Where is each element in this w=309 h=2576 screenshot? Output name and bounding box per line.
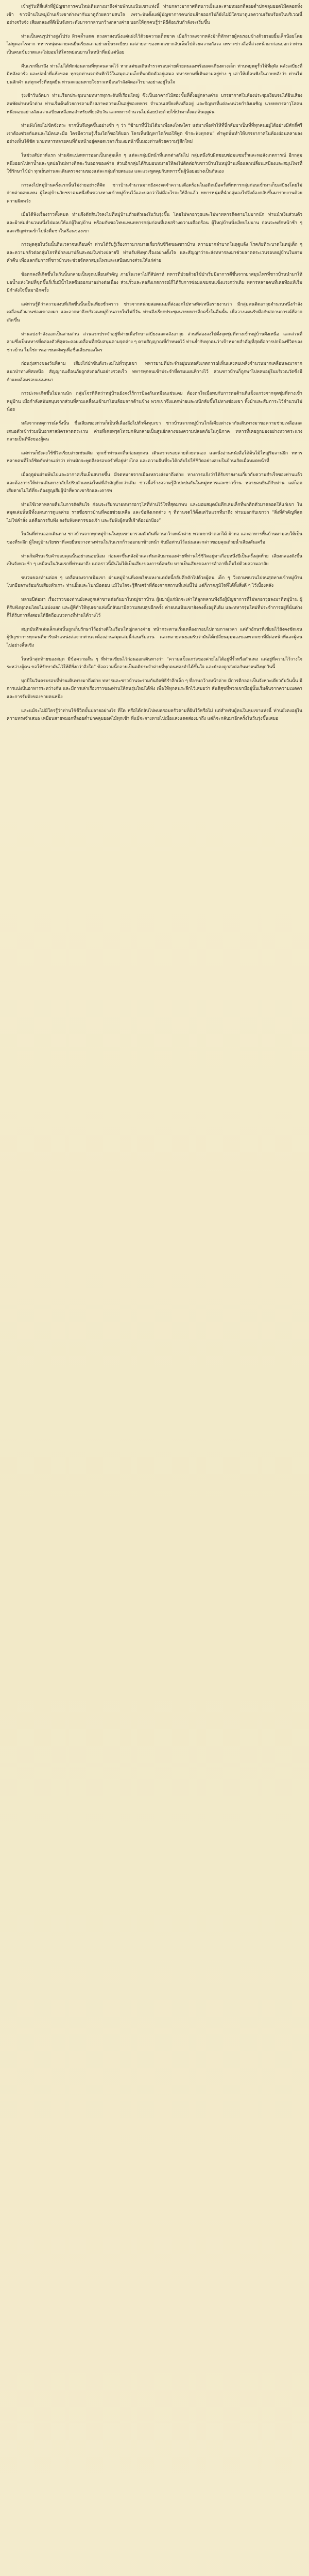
article-paragraph: ก่อนรุ่งสางของวันที่สาม เสียงไก่ป่าขันดังระงมไปทั่วหุบเขา ทหารยามที่ประจำอยู่บนหอสังเกตการณ์เห็นแสงคบเพลิงจำนวนมากเคลื่อนลงมาจากแนวป่าทางทิศเหนือ สัญญาณเตือนภัยถูกส่งต่อกันอย่างรวดเร็ว ทหารทุกคนเข้าประจำที่ตามแผนที่วางไว้ ส่วนชาวบ้านก็ถูกพาไปหลบอยู่ในบริเวณวัดซึ่งมีกำแพงล้อมรอบแน่นหนา [7, 361, 302, 383]
article-paragraph: ขบวนของท่านค่อย ๆ เคลื่อนลงจากเนินเขา ผ่านหมู่บ้านที่เคยเงียบเหงาแต่บัดนี้กลับคึกคักไปด้วยผู้คน เด็ก ๆ วิ่งตามขบวนไปจนสุดทางเข้าหมู่บ้าน โบกมือลาพร้อมกับเสียงหัวเราะ ท่านยิ้มและโบกมือตอบ แม้ในใจจะรู้สึกเศร้าที่ต้องจากสถานที่แห่งนี้ไป แต่ก็ภาคภูมิใจที่ได้ทิ้งสิ่งดี ๆ ไว้เบื้องหลัง [7, 575, 302, 589]
article-paragraph: คืนแรกที่มาถึง ท่านไม่ได้พักผ่อนตามที่ทุกคนคาดไว้ หากแต่ขอเดินสำรวจรอบค่ายด้วยตนเองพร้อมตะเกียงดวงเล็ก ท่านหยุดดูรั้วไม้ที่ผุพัง คลังเสบียงที่มีหลังคารั่ว และบ่อน้ำที่แห้งขอด ทุกจุดท่านจดบันทึกไว้ในสมุดเล่มเล็กที่พกติดตัวอยู่เสมอ ทหารยามที่เดินตามอยู่ห่าง ๆ เล่าให้เพื่อนฟังในภายหลังว่า ท่านไม่บ่นสักคำ แต่ทุกครั้งที่หยุดยืน ท่านจะถอนหายใจยาวเหมือนกำลังคิดอะไรบางอย่างอยู่ในใจ [7, 63, 302, 85]
article-paragraph: ทุกปีในวันครบรอบที่ท่านเดินทางมาถึงค่าย ทหารและชาวบ้านจะร่วมกันจัดพิธีรำลึกเล็ก ๆ ที่ลานกว้างหน้าค่าย มีการตีกลองเป็นจังหวะเดียวกับวันนั้น มีการแบ่งปันอาหารระหว่างกัน และมีการเล่าเรื่องราวของท่านให้คนรุ่นใหม่ได้ฟัง เพื่อให้ทุกคนระลึกไว้เสมอว่า สันติสุขที่พวกเขามีอยู่นั้นเริ่มต้นจากความเมตตาและการรับฟังของชายคนหนึ่ง [7, 678, 302, 700]
article-paragraph: เมื่อได้ฟังเรื่องราวทั้งหมด ท่านจึงตัดสินใจลงไปที่หมู่บ้านด้วยตัวเองในวันรุ่งขึ้น โดยไม่พกอาวุธและไม่พาทหารติดตามไปมากนัก ท่านนำเงินส่วนตัวและผ้าห่มจำนวนหนึ่งไปมอบให้แก่ผู้ใหญ่บ้าน พร้อมกับขอโทษแทนทหารกลุ่มก่อนที่เคยสร้างความเดือดร้อน ผู้ใหญ่บ้านนิ่งเงียบไปนาน ก่อนจะพยักหน้าช้า ๆ และเชิญท่านเข้าไปนั่งดื่มชาในเรือนของเขา [7, 212, 302, 234]
article-paragraph: ในวันที่ท่านออกเดินทาง ชาวบ้านจากทุกหมู่บ้านในหุบเขามารวมตัวกันที่ลานกว้างหน้าค่าย พวกเขานำดอกไม้ ผ้าทอ และอาหารพื้นบ้านมามอบให้เป็นของที่ระลึก ผู้ใหญ่บ้านวัยชราที่เคยยืนขวางทางท่านในวันแรกก้าวออกมาข้างหน้า จับมือท่านไว้แน่นและกล่าวขอบคุณด้วยน้ำเสียงสั่นเครือ [7, 532, 302, 546]
article-paragraph: เมื่อฤดูฝนผ่านพ้นไปและอากาศเริ่มเย็นสบายขึ้น มีจดหมายจากเมืองหลวงส่งมาถึงค่าย ทางการแจ้งว่าได้รับรายงานเกี่ยวกับความสำเร็จของท่านแล้ว และต้องการให้ท่านเดินทางกลับไปรับตำแหน่งใหม่ที่สำคัญยิ่งกว่าเดิม ข่าวนี้สร้างความรู้สึกปะปนกันในหมู่ทหารและชาวบ้าน หลายคนยินดีกับท่าน แต่ก็อดเสียดายไม่ได้ที่จะต้องสูญเสียผู้นำที่พวกเขารักและเคารพ [7, 472, 302, 494]
article-paragraph: ท่านเป็นคนรูปร่างสูงโปร่ง ผิวคล้ำแดด ดวงตาสงบนิ่งแต่แฝงไว้ด้วยความเด็ดขาด เมื่อก้าวลงจากหลังม้าก็ทักทายผู้คนรอบข้างด้วยรอยยิ้มเล็กน้อยโดยไม่พูดอะไรมาก ทหารหนุ่มหลายคนยืนเรียงแถวอย่างเป็นระเบียบ แต่สายตาของพวกเขากลับเต็มไปด้วยความกังวล เพราะข่าวลือที่ล่วงหน้ามาก่อนบอกว่าท่านเป็นคนเข้มงวดและไม่ยอมให้ใครหย่อนยานในหน้าที่แม้แต่น้อย [7, 33, 302, 55]
article-paragraph: การลงไปหมู่บ้านครั้งแรกนั้นไม่ง่ายอย่างที่คิด ชาวบ้านจำนวนมากยังคงจดจำความเดือดร้อนในอดีตเมื่อครั้งที่ทหารกลุ่มก่อนเข้ามาเก็บเสบียงโดยไม่จ่ายค่าตอบแทน ผู้ใหญ่บ้านวัยชราคนหนึ่งยืนขวางทางเข้าหมู่บ้านไว้และบอกว่าไม่มีอะไรจะให้อีกแล้ว ทหารหนุ่มที่นำกลุ่มลงไปจึงต้องกลับขึ้นมารายงานด้วยความผิดหวัง [7, 182, 302, 204]
article-paragraph: ท่านแบ่งกำลังออกเป็นสามส่วน ส่วนแรกประจำอยู่ที่ค่ายเพื่อรักษาเสบียงและคลังอาวุธ ส่วนที่สองลงไปตั้งจุดซุ่มที่ทางเข้าหมู่บ้านฝั่งเหนือ และส่วนที่สามซึ่งเป็นทหารที่คล่องตัวที่สุดจะคอยเคลื่อนที่สนับสนุนตามจุดต่าง ๆ ตามสัญญาณที่กำหนดไว้ ท่านย้ำกับทุกคนว่าเป้าหมายสำคัญที่สุดคือการปกป้องชีวิตของชาวบ้าน ไม่ใช่การเอาชนะศัตรูเพื่อชื่อเสียงของใคร [7, 331, 302, 353]
article-paragraph: ท่านฟังโดยไม่ขัดจังหวะ จากนั้นจึงพูดขึ้นอย่างช้า ๆ ว่า “ข้ามาที่นี่ไม่ได้มาเพื่อลงโทษใคร แต่มาเพื่อทำให้ที่นี่กลับมาเป็นที่ที่ทุกคนอยู่ได้อย่างมีศักดิ์ศรี เราต้องช่วยกันคนละไม้คนละมือ ใครมีความรู้เรื่องใดก็ขอให้บอก ใครเห็นปัญหาใดก็ขอให้พูด ข้าจะฟังทุกคน” คำพูดนั้นทำให้บรรยากาศในห้องผ่อนคลายลงอย่างเห็นได้ชัด นายทหารหลายคนที่ก้มหน้าอยู่ตลอดเวลาเริ่มเงยหน้าขึ้นมองท่านด้วยความรู้สึกใหม่ [7, 123, 302, 145]
article-paragraph: ข้อตกลงที่เกิดขึ้นในวันนั้นกลายเป็นจุดเปลี่ยนสำคัญ ภายในเวลาไม่กี่สัปดาห์ ทหารที่ป่วยด้วยไข้ป่าเริ่มมีอาการดีขึ้นจากยาสมุนไพรที่ชาวบ้านนำมาให้ บ่อน้ำแห่งใหม่ที่ขุดขึ้นก็เริ่มมีน้ำไหลซึมออกมาอย่างต่อเนื่อง ส่วนรั้วและหอสังเกตการณ์ก็ได้รับการซ่อมแซมจนแข็งแรงกว่าเดิม ทหารหลายคนที่เคยท้อแท้เริ่มมีกำลังใจขึ้นมาอีกครั้ง [7, 272, 302, 294]
article-paragraph: เข้าสู่วันที่สี่แล้วที่ผู้บัญชาการคนใหม่เดินทางมาถึงค่ายพักบนเนินเขาแห่งนี้ ท่ามกลางอากาศที่หนาวเย็นและสายหมอกที่ลอยต่ำปกคลุมยอดไม้ตลอดทั้งเช้า ชาวบ้านในหมู่บ้านเชิงเขาต่างพากันมาดูด้วยความสนใจ เพราะนับตั้งแต่ผู้บัญชาการคนก่อนย้ายออกไปก็ยังไม่มีใครมาดูแลความเรียบร้อยในบริเวณนี้อย่างจริงจัง เสียงกลองที่ตีเป็นจังหวะดังมาจากลานกว้างกลางค่าย บอกให้ทุกคนรู้ว่าพิธีต้อนรับกำลังจะเริ่มขึ้น [7, 4, 302, 26]
article-paragraph: หลายปีต่อมา เรื่องราวของท่านยังคงถูกเล่าขานต่อกันมาในหมู่ชาวบ้าน ผู้เฒ่าผู้แก่มักจะเล่าให้ลูกหลานฟังถึงผู้บัญชาการที่ไม่พกอาวุธลงมาที่หมู่บ้าน ผู้ที่รับฟังทุกคนโดยไม่แบ่งแยก และผู้ที่ทำให้หุบเขาแห่งนี้กลับมามีความสงบสุขอีกครั้ง ค่ายบนเนินเขายังคงตั้งอยู่ที่เดิม และทหารรุ่นใหม่ที่ประจำการอยู่ที่นั่นต่างก็ได้รับการสั่งสอนให้ยึดถือแนวทางที่ท่านได้วางไว้ [7, 597, 302, 619]
article-paragraph: รุ่งเช้าวันถัดมา ท่านเรียกประชุมนายทหารทุกระดับที่เรือนใหญ่ ซึ่งเป็นอาคารไม้สองชั้นที่ตั้งอยู่กลางค่าย บรรยากาศในห้องประชุมเงียบจนได้ยินเสียงลมพัดผ่านหน้าต่าง ท่านเริ่มต้นด้วยการถามถึงสภาพความเป็นอยู่ของทหาร จำนวนเสบียงที่เหลืออยู่ และปัญหาที่แต่ละหน่วยกำลังเผชิญ นายทหารอาวุโสคนหนึ่งตอบอย่างลังเลว่าเสบียงเหลือพอสำหรับเพียงสิบวัน และทหารจำนวนไม่น้อยป่วยด้วยไข้ป่ามาตั้งแต่ต้นฤดูฝน [7, 93, 302, 115]
article-paragraph: การพูดคุยในวันนั้นกินเวลาจนเกือบค่ำ ท่านได้รับรู้เรื่องราวมากมายเกี่ยวกับชีวิตของชาวบ้าน ความยากลำบากในฤดูแล้ง โรคภัยที่ระบาดในหมู่เด็ก ๆ และความกลัวต่อกลุ่มโจรที่มักลงมาปล้นสะดมในช่วงปลายปี ท่านรับฟังทุกเรื่องอย่างตั้งใจ และสัญญาว่าจะส่งทหารลงมาช่วยลาดตระเวนรอบหมู่บ้านในยามค่ำคืน เพื่อแลกกับการที่ชาวบ้านจะช่วยจัดหาสมุนไพรและเสบียงบางส่วนให้แก่ค่าย [7, 242, 302, 264]
article-paragraph: ท่านใช้เวลาหลายคืนในการตัดสินใจ ก่อนจะเรียกนายทหารอาวุโสที่ท่านไว้ใจที่สุดมาพบ และมอบสมุดบันทึกเล่มเล็กที่พกติดตัวมาตลอดให้แก่เขา ในสมุดเล่มนั้นมีทั้งแผนการดูแลค่าย รายชื่อชาวบ้านที่คอยช่วยเหลือ และข้อสังเกตต่าง ๆ ที่ท่านจดไว้ตั้งแต่วันแรกที่มาถึง ท่านบอกกับเขาว่า “สิ่งที่สำคัญที่สุดไม่ใช่คำสั่ง แต่คือการรับฟัง จงรับฟังทหารของเจ้า และรับฟังผู้คนที่เจ้าต้องปกป้อง” [7, 502, 302, 523]
article-paragraph: และแม้จะไม่มีใครรู้ว่าท่านใช้ชีวิตบั้นปลายอย่างไร ที่ใด หรือได้กลับไปพบครอบครัวตามที่ฝันไว้หรือไม่ แต่สำหรับผู้คนในหุบเขาแห่งนี้ ท่านยังคงอยู่ในความทรงจำเสมอ เหมือนสายหมอกที่ลอยต่ำปกคลุมยอดไม้ทุกเช้า ที่แม้จะจางหายไปเมื่อแสงแดดส่องมาถึง แต่ก็จะกลับมาอีกครั้งในวันรุ่งขึ้นเสมอ [7, 708, 302, 722]
article-body [7, 3, 302, 723]
article-paragraph: แต่ท่านก็ยังคงใช้ชีวิตเรียบง่ายเช่นเดิม ทุกเช้าท่านจะตื่นก่อนทุกคน เดินตรวจรอบค่ายด้วยตนเอง และนั่งอ่านหนังสือใต้ต้นไม้ใหญ่ริมลานฝึก ทหารหลายคนที่ใกล้ชิดกับท่านเล่าว่า ท่านมักจะพูดถึงครอบครัวที่อยู่ห่างไกล และความฝันที่จะได้กลับไปใช้ชีวิตอย่างสงบในบ้านเกิดเมื่อหมดหน้าที่ [7, 450, 302, 464]
article-paragraph: สมุดบันทึกเล่มเล็กเล่มนั้นถูกเก็บรักษาไว้อย่างดีในเรือนใหญ่กลางค่าย หน้ากระดาษเริ่มเหลืองกรอบไปตามกาลเวลา แต่ตัวอักษรที่เขียนไว้ยังคงชัดเจน ผู้บัญชาการทุกคนที่มารับตำแหน่งต่อจากท่านจะต้องอ่านสมุดเล่มนี้ก่อนเริ่มงาน และหลายคนยอมรับว่ามันได้เปลี่ยนมุมมองของพวกเขาที่มีต่อหน้าที่และผู้คนไปอย่างสิ้นเชิง [7, 626, 302, 648]
article-paragraph: หลังจากเหตุการณ์ครั้งนั้น ชื่อเสียงของท่านก็เป็นที่เลื่องลือไปทั่วทั้งหุบเขา ชาวบ้านจากหมู่บ้านใกล้เคียงต่างพากันเดินทางมาขอความช่วยเหลือและเสนอตัวเข้าร่วมเป็นอาสาสมัครลาดตระเวน ค่ายที่เคยทรุดโทรมกลับกลายเป็นศูนย์กลางของความปลอดภัยในภูมิภาค ทหารที่เคยถูกมองอย่างหวาดระแวงกลายเป็นที่พึ่งของผู้คน [7, 420, 302, 443]
article-paragraph: แต่ท่านรู้ดีว่าความสงบที่เกิดขึ้นนั้นเป็นเพียงชั่วคราว ข่าวจากหน่วยสอดแนมที่ส่งออกไปทางทิศเหนือรายงานว่า มีกลุ่มคนติดอาวุธจำนวนหนึ่งกำลังเคลื่อนตัวผ่านช่องเขาลงมา และอาจมาถึงบริเวณหมู่บ้านภายในไม่กี่วัน ท่านจึงเรียกประชุมนายทหารอีกครั้งในคืนนั้น เพื่อวางแผนรับมือกับสถานการณ์ที่อาจเกิดขึ้น [7, 301, 302, 323]
article-paragraph: ในหน้าสุดท้ายของสมุด มีข้อความสั้น ๆ ที่ท่านเขียนไว้ก่อนออกเดินทางว่า “ความแข็งแกร่งของค่ายไม่ได้อยู่ที่รั้วหรือกำแพง แต่อยู่ที่ความไว้วางใจระหว่างผู้คน ขอให้รักษามันไว้ให้ดียิ่งกว่าสิ่งใด” ข้อความนี้กลายเป็นคติประจำค่ายที่ทุกคนท่องจำได้ขึ้นใจ และยังคงถูกส่งต่อกันมาจนถึงทุกวันนี้ [7, 656, 302, 670]
article-paragraph: ท่านก้มศีรษะรับคำขอบคุณนั้นอย่างนอบน้อม ก่อนจะขึ้นหลังม้าและหันกลับมามองค่ายที่ท่านใช้ชีวิตอยู่มาเกือบหนึ่งปีเป็นครั้งสุดท้าย เสียงกลองดังขึ้นเป็นจังหวะช้า ๆ เหมือนในวันแรกที่ท่านมาถึง แต่คราวนี้มันไม่ได้เป็นเสียงของการต้อนรับ หากเป็นเสียงของการอำลาที่เต็มไปด้วยความอาลัย [7, 553, 302, 567]
article-paragraph: การปะทะเกิดขึ้นไม่นานนัก กลุ่มโจรที่คิดว่าหมู่บ้านยังคงไร้การป้องกันเหมือนเช่นเคย ต้องตกใจเมื่อพบกับการต่อต้านที่แข็งแกร่งจากจุดซุ่มที่ทางเข้าหมู่บ้าน เมื่อกำลังสนับสนุนจากส่วนที่สามเคลื่อนเข้ามาโอบล้อมจากด้านข้าง พวกเขาจึงแตกพ่ายและหนีกลับขึ้นไปทางช่องเขา ทิ้งม้าและสัมภาระไว้จำนวนไม่น้อย [7, 391, 302, 413]
article-paragraph: ในช่วงสัปดาห์แรก ท่านจัดแบ่งทหารออกเป็นกลุ่มเล็ก ๆ แต่ละกลุ่มมีหน้าที่แตกต่างกันไป กลุ่มหนึ่งรับผิดชอบซ่อมแซมรั้วและหอสังเกตการณ์ อีกกลุ่มหนึ่งออกไปหาน้ำและขุดบ่อใหม่ทางทิศตะวันออกของค่าย ส่วนอีกกลุ่มได้รับมอบหมายให้ลงไปติดต่อกับชาวบ้านในหมู่บ้านเพื่อแลกเปลี่ยนเสบียงและสมุนไพรที่ใช้รักษาไข้ป่า ทุกเย็นท่านจะเดินตรวจงานของแต่ละกลุ่มด้วยตนเอง และแวะพูดคุยกับทหารชั้นผู้น้อยอย่างเป็นกันเอง [7, 152, 302, 175]
